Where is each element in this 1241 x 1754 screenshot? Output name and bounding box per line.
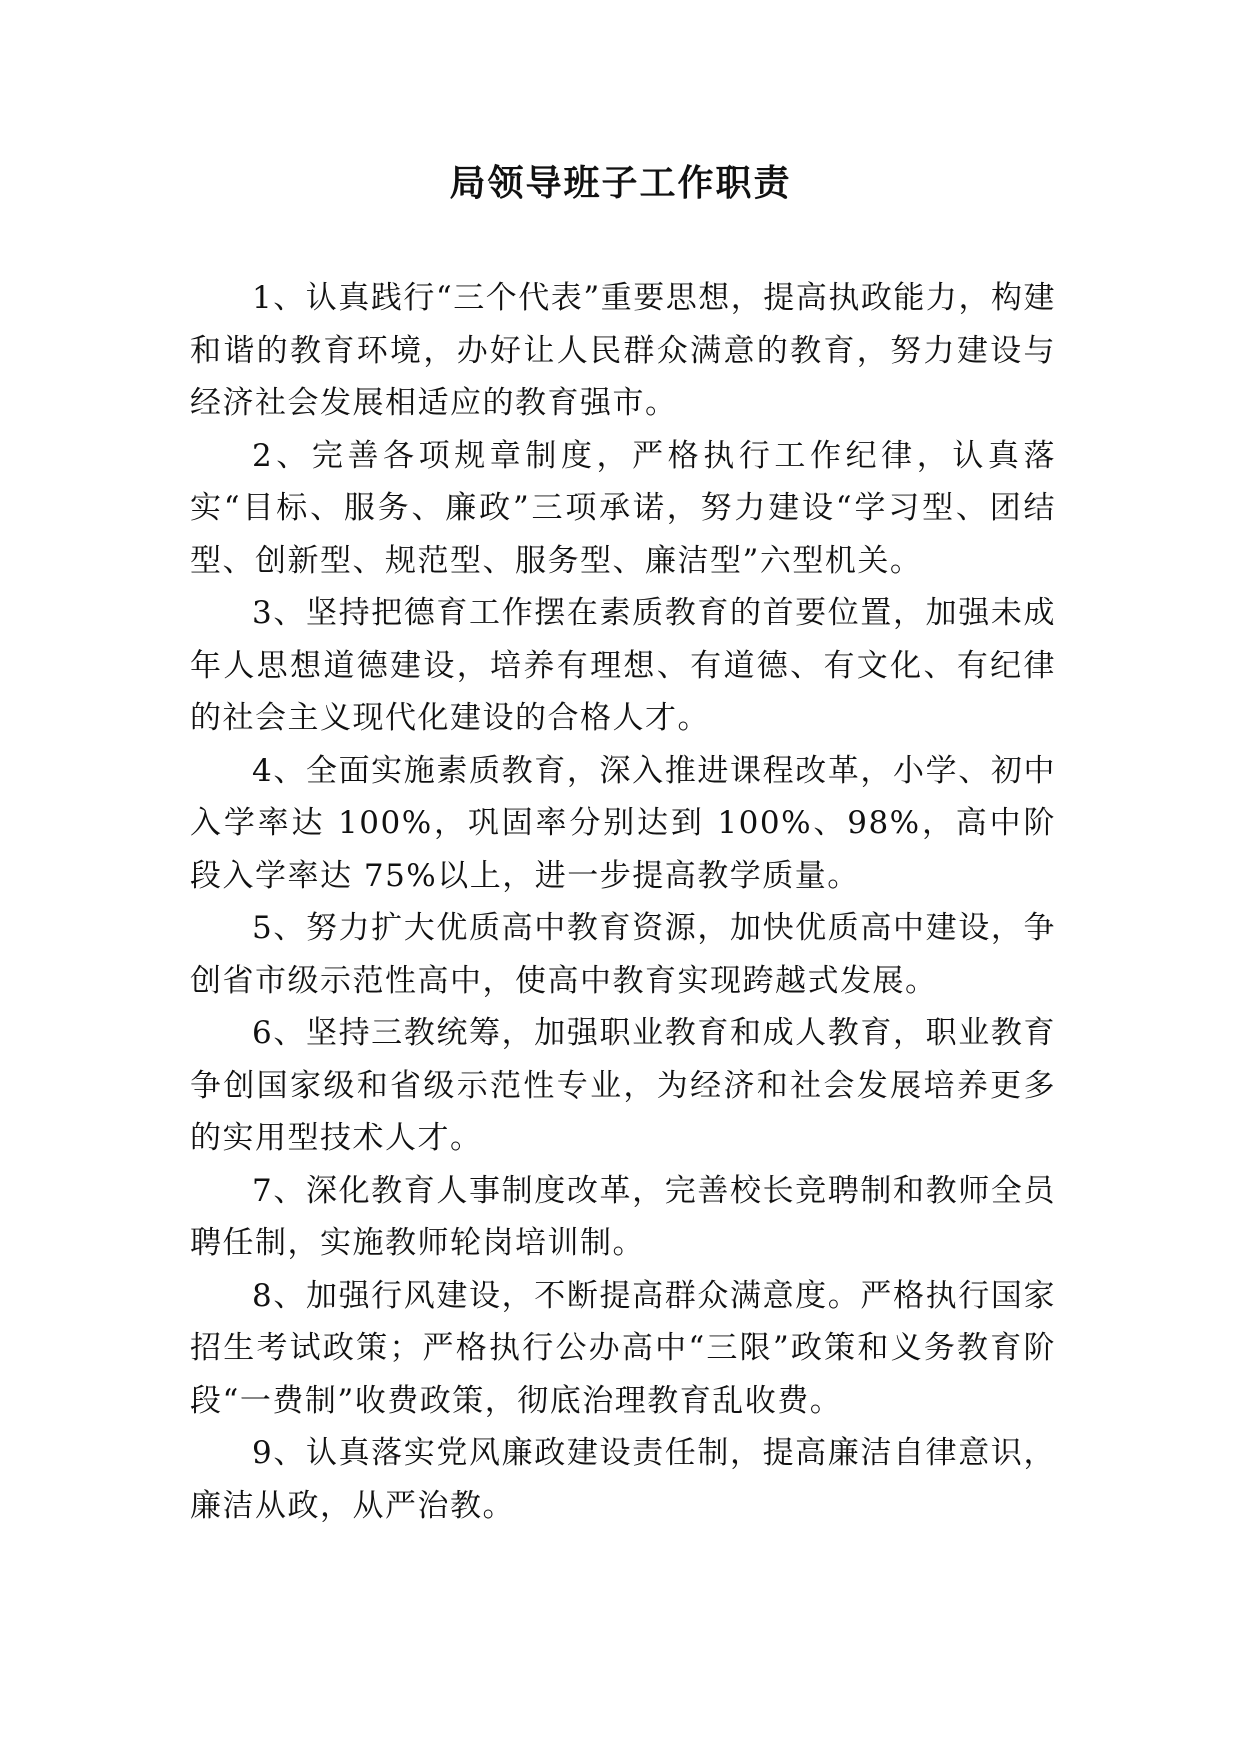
paragraph-7: 7、深化教育人事制度改革，完善校长竞聘制和教师全员聘任制，实施教师轮岗培训制。 (190, 1172, 1056, 1261)
paragraph-9: 9、认真落实党风廉政建设责任制，提高廉洁自律意识，廉洁从政，从严治教。 (190, 1435, 1056, 1524)
paragraph-6: 6、坚持三教统筹，加强职业教育和成人教育，职业教育争创国家级和省级示范性专业，为经济和社会发展培养更多的实用型技术人才。 (190, 1015, 1056, 1156)
paragraph-8: 8、加强行风建设，不断提高群众满意度。严格执行国家招生考试政策；严格执行公办高中“三限”政策和义务教育阶段“一费制”收费政策，彻底治理教育乱收费。 (190, 1277, 1056, 1419)
paragraph-3: 3、坚持把德育工作摆在素质教育的首要位置，加强未成年人思想道德建设，培养有理想、有道德、有文化、有纪律的社会主义现代化建设的合格人才。 (190, 595, 1056, 736)
document-body (190, 272, 1056, 1532)
paragraph-1: 1、认真践行“三个代表”重要思想，提高执政能力，构建和谐的教育环境，办好让人民群众满意的教育，努力建设与经济社会发展相适应的教育强市。 (190, 280, 1056, 421)
paragraph-5: 5、努力扩大优质高中教育资源，加快优质高中建设，争创省市级示范性高中，使高中教育实现跨越式发展。 (190, 910, 1056, 999)
paragraph-2: 2、完善各项规章制度，严格执行工作纪律，认真落实“目标、服务、廉政”三项承诺，努力建设“学习型、团结型、创新型、规范型、服务型、廉洁型”六型机关。 (190, 437, 1056, 579)
paragraph-4: 4、全面实施素质教育，深入推进课程改革，小学、初中入学率达 100%，巩固率分别达到 100%、98%，高中阶段入学率达 75%以上，进一步提高教学质量。 (190, 752, 1056, 894)
document-title: 局领导班子工作职责 (449, 162, 792, 204)
